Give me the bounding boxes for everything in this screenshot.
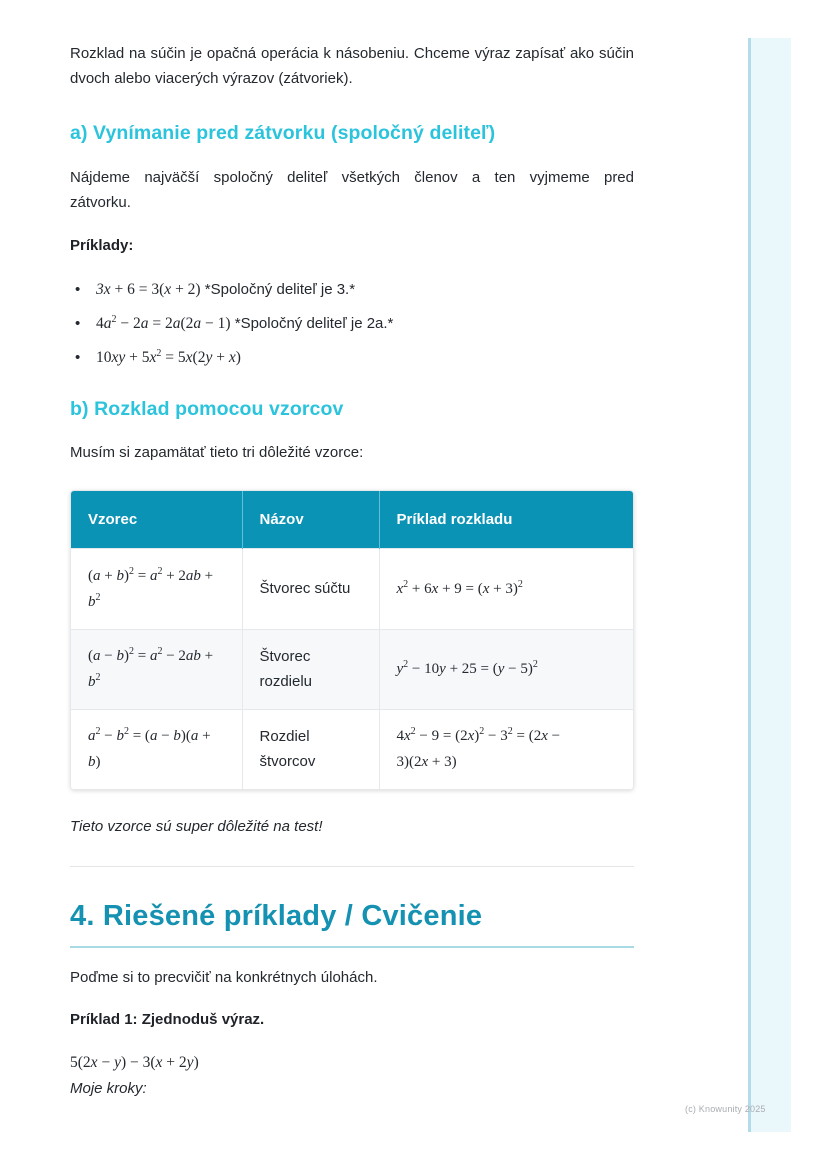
example-cell: $4x^2 - 9 = (2x)^2 - 3^2 = (2x$ − 3)(2x + 3): [379, 709, 633, 789]
intro-paragraph: Rozklad na súčin je opačná operácia k násobeniu. Chceme výraz zapísať ako súčin dvoch alebo viacerých výrazov (zátvoriek).: [70, 45, 634, 87]
copyright-text: (c) Knowunity 2025: [685, 1104, 766, 1114]
example-cell: $x^2 + 6x + 9 = (x + 3)^2$: [379, 548, 633, 629]
formulas-note: Tieto vzorce sú super dôležité na test!: [70, 818, 323, 835]
examples-list: [70, 278, 393, 380]
name-cell: Rozdiel štvorcov: [242, 709, 379, 789]
table-row: [71, 548, 633, 629]
formula-cell: $(a + b)^2 = a^2 + 2ab$ + $b^2$: [71, 548, 242, 629]
section-a-text: Nájdeme najväčší spoločný deliteľ všetkých členov a ten vyjmeme pred zátvorku.: [70, 169, 634, 211]
example-note: *Spoločný deliteľ je 3.*: [200, 281, 356, 298]
column-header: Príklad rozkladu: [379, 491, 633, 548]
table-row: [71, 709, 633, 789]
example-cell: $y^2 - 10y + 25 = (y - 5)^2$: [379, 629, 633, 709]
heading-underline: [70, 946, 634, 948]
column-header: Názov: [242, 491, 379, 548]
example-note: *Spoločný deliteľ je 2a.*: [230, 315, 394, 332]
formula-cell: $(a - b)^2 = a^2 - 2ab$ + $b^2$: [71, 629, 242, 709]
steps-label: Moje kroky:: [70, 1080, 147, 1097]
section-4-heading: 4. Riešené príklady / Cvičenie: [70, 900, 483, 932]
column-header: Vzorec: [71, 491, 242, 548]
side-panel: [748, 38, 791, 1132]
table-header-row: [71, 491, 633, 548]
formulas-table: [70, 490, 634, 790]
list-item: [70, 346, 393, 380]
example-math: $4a^2 - 2a = 2a(2a - 1)$: [96, 314, 231, 332]
section-b-text: Musím si zapamätať tieto tri dôležité vzorce:: [70, 444, 364, 461]
table-row: [71, 629, 633, 709]
example-math: $10xy + 5x^2 = 5x(2y + x)$: [96, 348, 241, 366]
section-4-text: Poďme si to precvičiť na konkrétnych úlohách.: [70, 969, 378, 986]
example-math: 3x + 6 = 3(x + 2): [96, 281, 201, 298]
examples-label: Príklady:: [70, 237, 134, 254]
list-item: [70, 278, 393, 312]
name-cell: Štvorec súčtu: [242, 548, 379, 629]
section-a-heading: a) Vynímanie pred zátvorku (spoločný deliteľ): [70, 122, 496, 144]
divider: [70, 866, 634, 867]
example-1-expression: 5(2x − y) − 3(x + 2y): [70, 1054, 199, 1071]
name-cell: Štvorec rozdielu: [242, 629, 379, 709]
example-1-label: Príklad 1: Zjednoduš výraz.: [70, 1011, 265, 1028]
section-b-heading: b) Rozklad pomocou vzorcov: [70, 398, 344, 420]
formula-cell: $a^2 - b^2 = (a - b)(a$ + b): [71, 709, 242, 789]
list-item: [70, 312, 393, 346]
